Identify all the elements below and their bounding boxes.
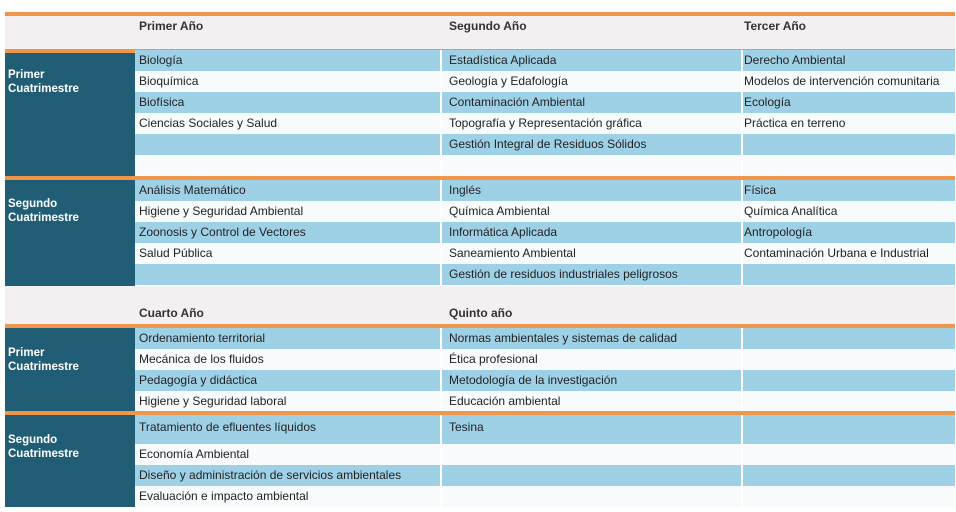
table-row <box>135 349 955 370</box>
course-cell: Tesina <box>449 420 484 434</box>
course-cell: Geología y Edafología <box>449 74 568 88</box>
column-divider <box>440 465 442 486</box>
term-label-first-2 <box>5 328 135 412</box>
course-cell: Normas ambientales y sistemas de calidad <box>449 331 678 345</box>
year-header-4: Cuarto Año <box>139 306 204 320</box>
column-divider <box>440 134 442 155</box>
table-row <box>135 444 955 465</box>
table-row <box>135 180 955 201</box>
column-divider <box>741 486 743 507</box>
column-divider <box>440 201 442 222</box>
term-label-text: Segundo Cuatrimestre <box>8 434 79 460</box>
course-cell <box>744 370 955 391</box>
column-divider <box>440 180 442 201</box>
course-cell: Ordenamiento territorial <box>139 331 266 345</box>
course-cell: Antropología <box>744 225 813 239</box>
course-cell: Topografía y Representación gráfica <box>449 116 642 130</box>
year-header-1: Primer Año <box>139 19 204 33</box>
column-divider <box>741 370 743 391</box>
term-label-text: Primer Cuatrimestre <box>8 347 79 373</box>
course-cell <box>744 328 955 349</box>
table-row <box>135 391 955 412</box>
column-divider <box>440 264 442 285</box>
course-cell: Gestión Integral de Residuos Sólidos <box>449 137 647 151</box>
course-cell: Química Analítica <box>744 204 838 218</box>
course-cell: Bioquímica <box>139 74 199 88</box>
course-cell: Contaminación Urbana e Industrial <box>744 246 929 260</box>
column-divider <box>440 349 442 370</box>
course-cell: Mecánica de los fluidos <box>139 352 264 366</box>
column-divider <box>440 444 442 465</box>
course-cell: Economía Ambiental <box>139 447 250 461</box>
column-divider <box>741 222 743 243</box>
course-cell: Biología <box>139 53 183 67</box>
column-divider <box>741 92 743 113</box>
course-cell: Evaluación e impacto ambiental <box>139 489 309 503</box>
course-cell: Zoonosis y Control de Vectores <box>139 225 306 239</box>
course-cell: Informática Aplicada <box>449 225 558 239</box>
column-divider <box>741 50 743 71</box>
course-cell <box>449 155 739 176</box>
year-header-row <box>5 16 955 49</box>
table-row <box>135 155 955 176</box>
column-divider <box>741 71 743 92</box>
table-row <box>135 264 955 285</box>
course-cell <box>449 486 739 507</box>
column-divider <box>440 50 442 71</box>
table-row <box>135 201 955 222</box>
course-cell: Higiene y Seguridad Ambiental <box>139 204 304 218</box>
course-cell: Diseño y administración de servicios ambientales <box>139 468 402 482</box>
course-cell <box>139 134 439 155</box>
course-cell: Inglés <box>449 183 482 197</box>
course-cell <box>744 349 955 370</box>
column-divider <box>741 264 743 285</box>
course-cell: Contaminación Ambiental <box>449 95 586 109</box>
column-divider <box>741 415 743 444</box>
column-divider <box>741 328 743 349</box>
column-divider <box>741 243 743 264</box>
column-divider <box>440 243 442 264</box>
course-cell: Metodología de la investigación <box>449 373 618 387</box>
table-row <box>135 113 955 134</box>
course-cell: Estadística Aplicada <box>449 53 557 67</box>
course-cell: Biofísica <box>139 95 185 109</box>
column-divider <box>741 113 743 134</box>
year-header-2: Segundo Año <box>449 19 527 33</box>
course-cell: Práctica en terreno <box>744 116 846 130</box>
year-header-5: Quinto año <box>449 306 513 320</box>
course-cell: Pedagogía y didáctica <box>139 373 258 387</box>
course-cell: Educación ambiental <box>449 394 561 408</box>
course-cell: Ecología <box>744 95 791 109</box>
course-cell: Gestión de residuos industriales peligrosos <box>449 267 678 281</box>
table-row <box>135 328 955 349</box>
course-cell <box>744 264 955 285</box>
term-label-text: Primer Cuatrimestre <box>8 69 79 95</box>
course-cell: Ciencias Sociales y Salud <box>139 116 278 130</box>
term-label-first <box>5 53 135 176</box>
table-row <box>135 370 955 391</box>
course-cell: Derecho Ambiental <box>744 53 846 67</box>
column-divider <box>440 92 442 113</box>
course-cell: Salud Pública <box>139 246 213 260</box>
column-divider <box>440 486 442 507</box>
table-row <box>135 50 955 71</box>
table-row <box>135 92 955 113</box>
table-row <box>135 465 955 486</box>
term-label-second <box>5 180 135 286</box>
course-cell <box>449 465 739 486</box>
column-divider <box>741 349 743 370</box>
table-row <box>135 486 955 507</box>
column-divider <box>440 391 442 412</box>
course-cell: Tratamiento de efluentes líquidos <box>139 420 316 434</box>
column-divider <box>440 71 442 92</box>
course-cell <box>744 465 955 486</box>
course-cell: Física <box>744 183 777 197</box>
table-row <box>135 134 955 155</box>
column-divider <box>440 328 442 349</box>
column-divider <box>741 134 743 155</box>
column-divider <box>741 201 743 222</box>
column-divider <box>741 391 743 412</box>
column-divider <box>440 370 442 391</box>
term-label-text: Segundo Cuatrimestre <box>8 198 79 224</box>
column-divider <box>440 415 442 444</box>
column-divider <box>440 113 442 134</box>
course-cell <box>744 391 955 412</box>
term-label-second-2 <box>5 415 135 507</box>
course-cell: Química Ambiental <box>449 204 550 218</box>
table-row <box>135 243 955 264</box>
course-cell <box>449 444 739 465</box>
table-row <box>135 415 955 444</box>
course-cell <box>744 155 955 176</box>
course-cell: Ética profesional <box>449 352 538 366</box>
course-cell <box>744 415 955 444</box>
column-divider <box>741 155 743 176</box>
course-cell: Higiene y Seguridad laboral <box>139 394 287 408</box>
table-row <box>135 71 955 92</box>
course-cell: Análisis Matemático <box>139 183 246 197</box>
course-cell: Modelos de intervención comunitaria <box>744 74 940 88</box>
year-header-3: Tercer Año <box>744 19 807 33</box>
year-header-row-2 <box>5 286 955 324</box>
course-cell <box>139 155 439 176</box>
course-cell <box>744 486 955 507</box>
column-divider <box>741 444 743 465</box>
column-divider <box>440 222 442 243</box>
course-cell <box>139 264 439 285</box>
column-divider <box>741 465 743 486</box>
course-cell <box>744 134 955 155</box>
course-cell <box>744 444 955 465</box>
column-divider <box>741 180 743 201</box>
course-cell: Saneamiento Ambiental <box>449 246 576 260</box>
column-divider <box>440 155 442 176</box>
table-row <box>135 222 955 243</box>
